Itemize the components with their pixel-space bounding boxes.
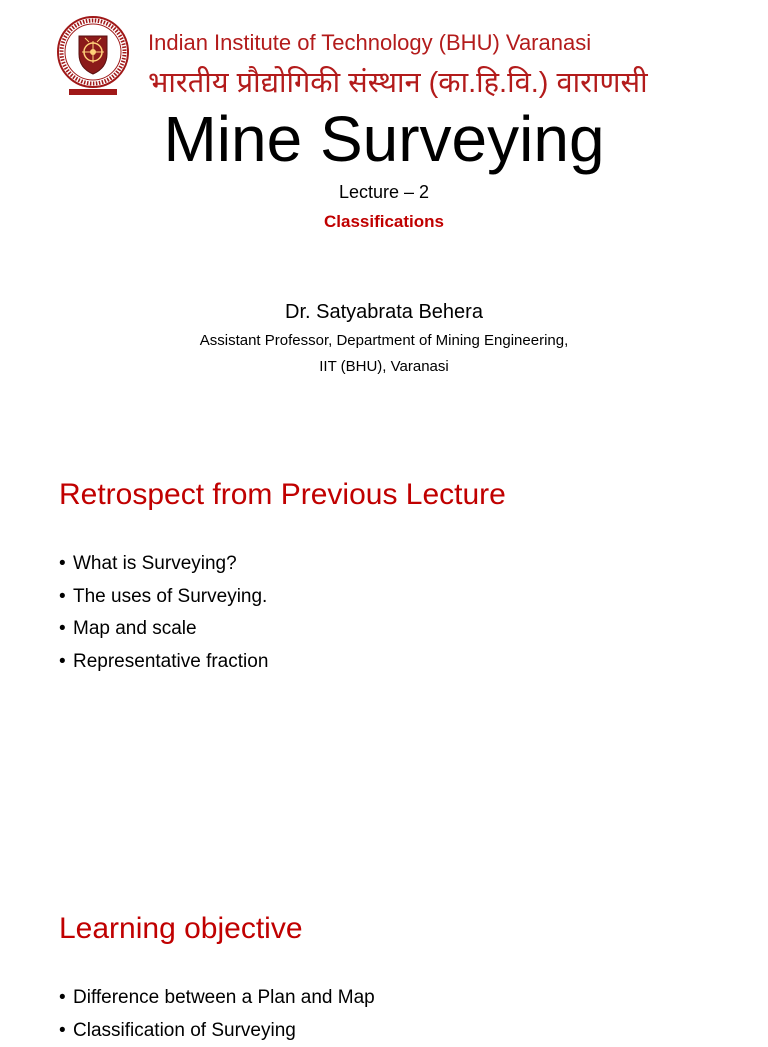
lecture-number: Lecture – 2	[0, 182, 768, 203]
course-title: Mine Surveying	[0, 102, 768, 176]
list-item: • Classification of Surveying	[59, 1015, 375, 1047]
lecture-topic: Classifications	[0, 212, 768, 232]
list-item: • The uses of Surveying.	[59, 581, 268, 614]
slide-heading: Retrospect from Previous Lecture	[59, 478, 506, 512]
bullet-list	[59, 548, 268, 678]
author-affiliation-line2: IIT (BHU), Varanasi	[0, 358, 768, 375]
learning-objective-slide	[0, 864, 768, 1024]
list-item: • Representative fraction	[59, 646, 268, 679]
list-item-text: Representative fraction	[73, 651, 268, 672]
author-affiliation-line1: Assistant Professor, Department of Mining Engineering,	[0, 332, 768, 349]
iit-bhu-emblem-icon	[55, 14, 131, 98]
list-item: • Difference between a Plan and Map	[59, 982, 375, 1015]
slide-heading: Learning objective	[59, 912, 303, 946]
list-item: • What is Surveying?	[59, 548, 268, 581]
retrospect-slide	[0, 432, 768, 864]
author-name: Dr. Satyabrata Behera	[0, 301, 768, 324]
list-item-text: Classification of Surveying	[73, 1020, 296, 1041]
list-item-text: Difference between a Plan and Map	[73, 987, 375, 1008]
title-slide	[0, 0, 768, 432]
list-item-text: What is Surveying?	[73, 553, 237, 574]
institute-name-english: Indian Institute of Technology (BHU) Varanasi	[148, 30, 591, 56]
list-item-text: The uses of Surveying.	[73, 586, 267, 607]
list-item-text: Map and scale	[73, 618, 197, 639]
institute-name-hindi: भारतीय प्रौद्योगिकी संस्थान (का.हि.वि.) वाराणसी	[148, 62, 648, 101]
bullet-list	[59, 982, 375, 1047]
list-item: • Map and scale	[59, 613, 268, 646]
